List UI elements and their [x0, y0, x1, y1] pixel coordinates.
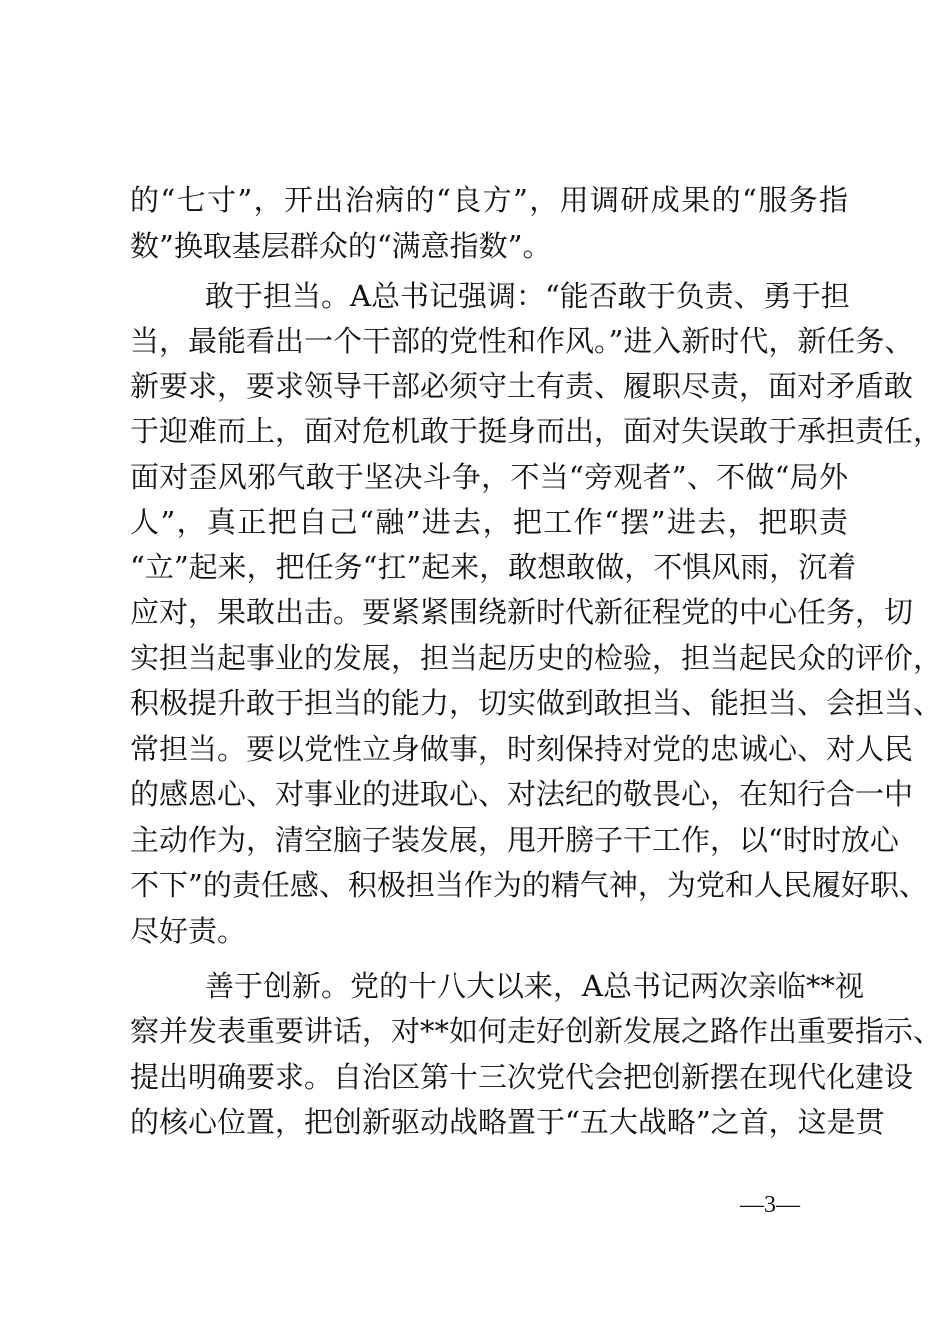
- text-line: 于迎难而上，面对危机敢于挺身而出，面对失误敢于承担责任，: [130, 414, 943, 448]
- text-line: 察并发表重要讲话，对**如何走好创新发展之路作出重要指示、: [130, 1014, 943, 1048]
- text-line: 常担当。要以党性立身做事，时刻保持对党的忠诚心、对人民: [130, 732, 914, 766]
- text-line: 人”，真正把自己“融”进去，把工作“摆”进去，把职责: [130, 505, 848, 539]
- text-line: 数”换取基层群众的“满意指数”。: [130, 229, 552, 263]
- text-line: 尽好责。: [130, 914, 247, 948]
- text-line: 积极提升敢于担当的能力，切实做到敢担当、能担当、会担当、: [130, 686, 943, 720]
- text-line: 不下”的责任感、积极担当作为的精气神，为党和人民履好职、: [130, 868, 928, 902]
- text-line: 的核心位置，把创新驱动战略置于“五大战略”之首，这是贯: [130, 1105, 885, 1139]
- text-line: 的感恩心、对事业的进取心、对法纪的敬畏心，在知行合一中: [130, 777, 914, 811]
- paragraph-first-line: 敢于担当。A总书记强调：“能否敢于负责、勇于担: [205, 279, 850, 313]
- text-line: 的“七寸”，开出治病的“良方”，用调研成果的“服务指: [130, 183, 848, 217]
- paragraph-first-line: 善于创新。党的十八大以来，A总书记两次亲临**视: [205, 969, 864, 1003]
- text-line: 新要求，要求领导干部必须守土有责、履职尽责，面对矛盾敢: [130, 369, 914, 403]
- text-line: 当，最能看出一个干部的党性和作风。”进入新时代，新任务、: [130, 324, 914, 358]
- text-line: 主动作为，清空脑子装发展，甩开膀子干工作，以“时时放心: [130, 823, 899, 857]
- page-number: —3—: [740, 1192, 800, 1218]
- text-line: 提出明确要求。自治区第十三次党代会把创新摆在现代化建设: [130, 1060, 914, 1094]
- text-line: “立”起来，把任务“扛”起来，敢想敢做，不惧风雨，沉着: [130, 550, 857, 584]
- text-line: 应对，果敢出击。要紧紧围绕新时代新征程党的中心任务，切: [130, 595, 914, 629]
- text-line: 面对歪风邪气敢于坚决斗争，不当“旁观者”、不做“局外: [130, 460, 848, 494]
- text-line: 实担当起事业的发展，担当起历史的检验，担当起民众的评价，: [130, 641, 943, 675]
